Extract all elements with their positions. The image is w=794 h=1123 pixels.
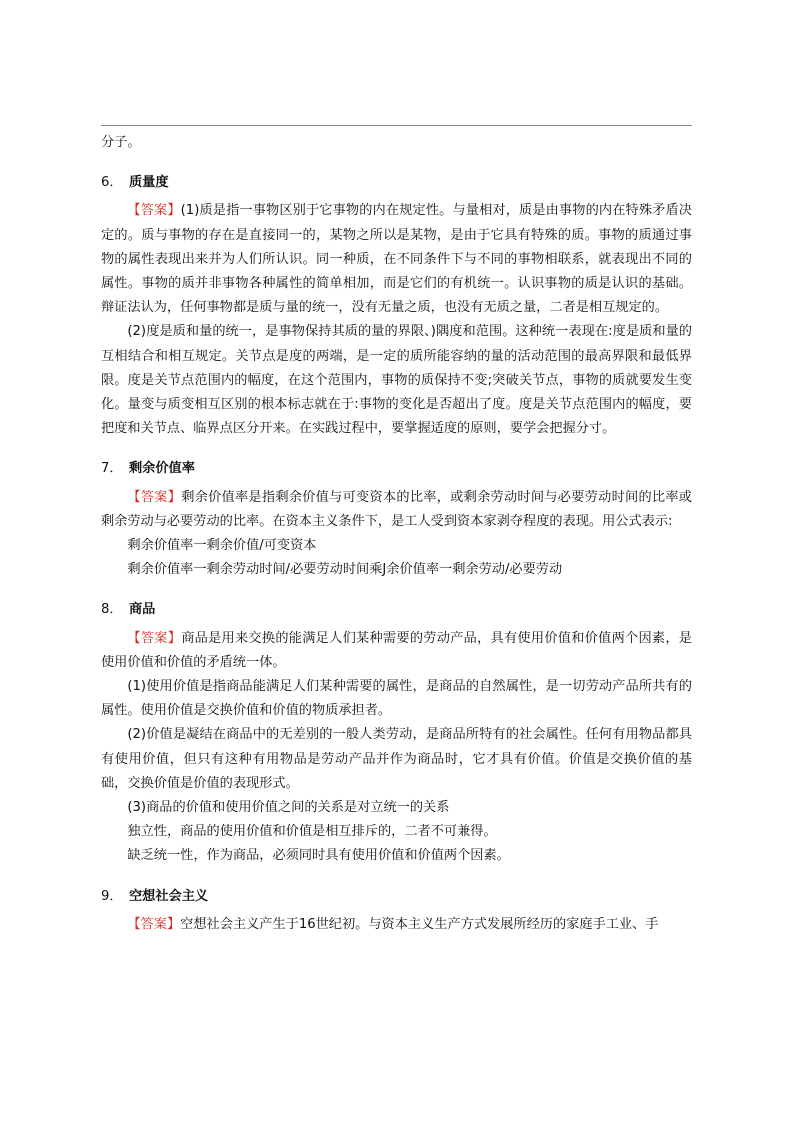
answer-tag: 【答案】: [127, 489, 182, 505]
section-heading-9: [101, 885, 692, 909]
section-title: 空想社会主义: [129, 888, 209, 904]
body-paragraph: (1)使用价值是指商品能满足人们某种需要的属性，是商品的自然属性，是一切劳动产品所共有的属性。使用价值是交换价值和价值的物质承担者。: [101, 679, 692, 719]
answer-paragraph: [101, 627, 692, 675]
section-number: 8．: [101, 602, 123, 618]
section-title: 剩余价值率: [129, 461, 195, 477]
body-paragraph: (2)度是质和量的统一，是事物保持其质的量的界限、)隅度和范围。这种统一表现在:度是质和量的互相结合和相互规定。关节点是度的两端，是一定的质所能容纳的量的活动范围的最高界限和最低界限。度是关节点范围内的幅度，在这个范围内，事物的质保持不变;突破关节点，事物的质就要发生变化。量变与质变相互区别的根本标志就在于:事物的变化是否超出了度。度是关节点范围内的幅度，要把度和关节点、临界点区分开来。在实践过程中，要掌握适度的原则，要学会把握分寸。: [101, 324, 692, 437]
section-number: 6．: [101, 175, 123, 191]
body-paragraph: (2)价值是凝结在商品中的无差别的一般人类劳动，是商品所特有的社会属性。任何有用物品都具有使用价值，但只有这种有用物品是劳动产品并作为商品时，它才具有价值。价值是交换价值的基础，交换价值是价值的表现形式。: [101, 727, 692, 791]
answer-text: (1)质是指一事物区别于它事物的内在规定性。与量相对，质是由事物的内在特殊矛盾决定的。质与事物的存在是直接同一的，某物之所以是某物，是由于它具有特殊的质。事物的质通过事物的属性表现出来并为人们所认识。同一种质，在不同条件下与不同的事物相联系，就表现出不同的属性。事物的质并非事物各种属性的简单相加，而是它们的有机统一。认识事物的质是认识的基础。辩证法认为，任何事物都是质与量的统一，没有无量之质，也没有无质之量，二者是相互规定的。: [101, 203, 692, 316]
body-paragraph: (3)商品的价值和使用价值之间的关系是对立统一的关系: [127, 800, 450, 816]
section-heading-8: [101, 598, 692, 622]
section-title: 商品: [129, 602, 156, 618]
answer-paragraph: [101, 913, 692, 937]
continuation-text: 分子。: [101, 135, 141, 150]
answer-paragraph: [101, 199, 692, 320]
section-heading-7: [101, 457, 692, 481]
formula-line: 剩余价值率一剩余价值/可变资本: [127, 538, 317, 554]
answer-text: 商品是用来交换的能满足人们某种需要的劳动产品，具有使用价值和价值两个因素，是使用价值和价值的矛盾统一体。: [101, 630, 692, 670]
answer-text: 剩余价值率是指剩余价值与可变资本的比率，或剩余劳动时间与必要劳动时间的比率或剩余劳动与必要劳动的比率。在资本主义条件下，是工人受到资本家剥夺程度的表现。用公式表示:: [101, 489, 692, 529]
section-number: 9．: [101, 888, 123, 904]
note-line: 独立性，商品的使用价值和价值是相互排斥的，二者不可兼得。: [127, 824, 497, 840]
note-line: 缺乏统一性，作为商品，必须同时具有使用价值和价值两个因素。: [127, 848, 510, 864]
answer-tag: 【答案】: [127, 630, 182, 646]
answer-paragraph: [101, 486, 692, 534]
answer-tag: 【答案】: [127, 916, 181, 932]
section-title: 质量度: [129, 175, 169, 191]
formula-line: 剩余价值率一剩余劳动时间/必要劳动时间乘J余价值率一剩余劳动/必要劳动: [127, 562, 563, 578]
section-heading-6: [101, 171, 692, 195]
section-number: 7．: [101, 461, 123, 477]
document-body: [101, 131, 692, 937]
header-rule: [101, 125, 692, 126]
answer-text: 空想社会主义产生于16世纪初。与资本主义生产方式发展所经历的家庭手工业、手: [180, 916, 659, 932]
answer-tag: 【答案】: [127, 203, 181, 219]
